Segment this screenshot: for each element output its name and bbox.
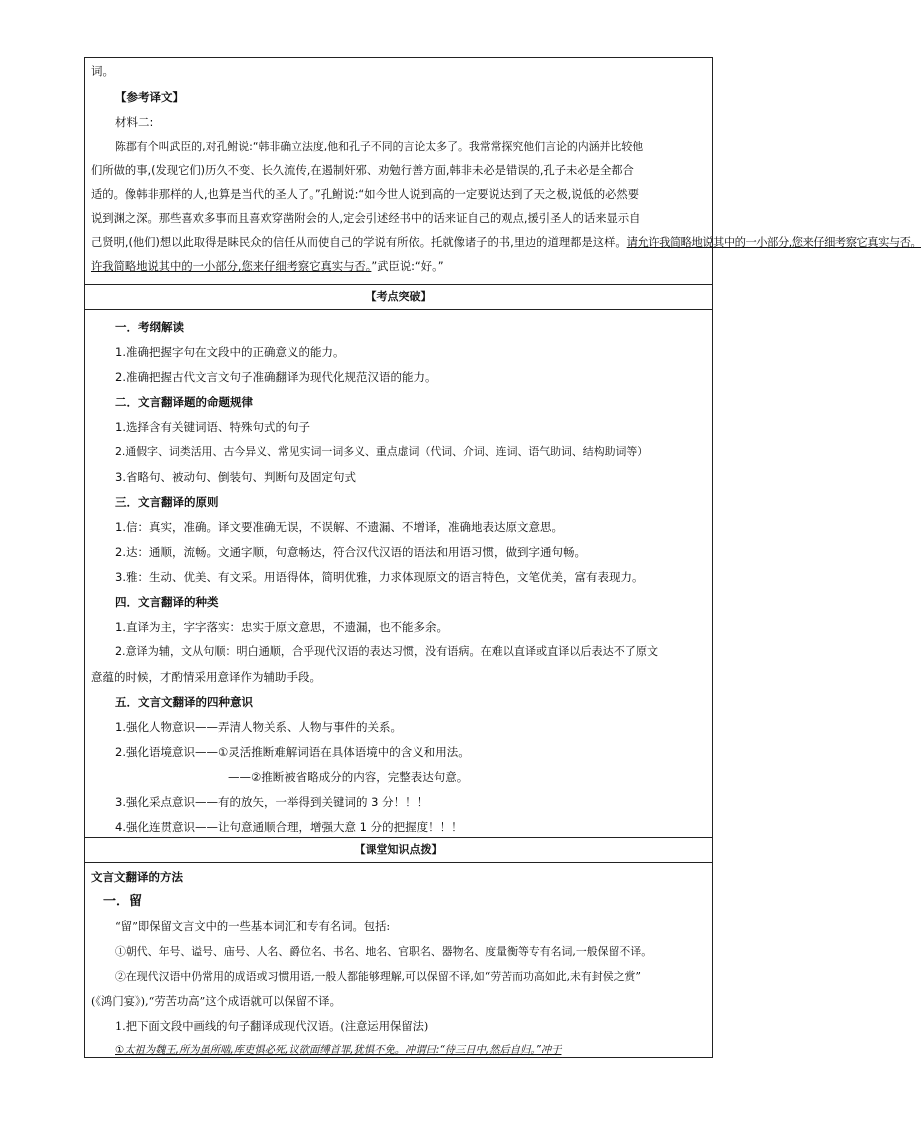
underlined-text: 许我简略地说其中的一小部分,您来仔细考察它真实与否。 (91, 260, 372, 273)
section-heading: 五．文言文翻译的四种意识 (115, 695, 253, 709)
section-heading: 四．文言翻译的种类 (115, 595, 219, 609)
section-heading: 三．文言翻译的原则 (115, 495, 219, 509)
text-line (91, 234, 921, 252)
text-span: ”武臣说:“好。” (371, 260, 444, 273)
text-line: 3.雅：生动、优美、有文采。用语得体，简明优雅，力求体现原文的语言特色，文笔优美，富有表现力。 (115, 570, 644, 584)
knowledge-points-title: 【课堂知识点拨】 (354, 843, 443, 856)
text-line: 意蕴的时候，才酌情采用意译作为辅助手段。 (91, 670, 321, 684)
method-subheading: 一．留 (103, 894, 143, 909)
text-line: 材料二: (115, 115, 154, 129)
underlined-text: 请允许我简略地说其中的一小部分,您来仔细考察它真实与否。 (626, 236, 921, 249)
text-line: 1.直译为主，字字落实：忠实于原文意思，不遗漏，也不能多余。 (115, 620, 448, 634)
section-heading: 二．文言翻译题的命题规律 (115, 395, 253, 409)
exam-points-title: 【考点突破】 (365, 290, 432, 303)
exam-points-header-row (85, 285, 712, 310)
text-line: 1.选择含有关键词语、特殊句式的句子 (115, 420, 310, 434)
text-line: 2.意译为辅，文从句顺：明白通顺，合乎现代汉语的表达习惯，没有语病。在难以直译或直译以后表达不了原文 (115, 645, 659, 658)
text-line: 陈郡有个叫武臣的,对孔鲋说:“韩非确立法度,他和孔子不同的言论太多了。我常常探究他们言论的内涵并比较他 (115, 140, 644, 153)
text-line: 2.达：通顺，流畅。文通字顺，句意畅达，符合汉代汉语的语法和用语习惯，做到字通句畅。 (115, 545, 586, 559)
content-table (84, 57, 921, 1058)
knowledge-points-section (85, 863, 712, 1059)
text-line: 2.强化语境意识——①灵活推断难解词语在具体语境中的含义和用法。 (115, 745, 470, 759)
text-line: (《鸿门宴》),“劳苦功高”这个成语就可以保留不译。 (91, 995, 341, 1008)
text-line: 3.省略句、被动句、倒装句、判断句及固定句式 (115, 470, 356, 484)
text-span: 己贤明,(他们)想以此取得是眛民众的信任从而使自己的学说有所依。托就像诸子的书,里边的道理都是这样。 (91, 236, 627, 249)
text-line: 说到渊之深。那些喜欢多事而且喜欢穿凿附会的人,定会引述经书中的话来证自己的观点,援引圣人的话来显示自 (91, 212, 641, 225)
text-line (91, 258, 444, 276)
text-line: 适的。像韩非那样的人,也算是当代的圣人了。”孔鲋说:“如今世人说到高的一定要说达到了天之极,说低的必然要 (91, 188, 640, 201)
text-line: 2.准确把握古代文言文句子准确翻译为现代化规范汉语的能力。 (115, 370, 437, 384)
section-heading: 一．考纲解读 (115, 320, 184, 334)
text-line: ——②推断被省略成分的内容，完整表达句意。 (228, 770, 469, 784)
text-line: “留”即保留文言文中的一些基本词汇和专有名词。包括: (115, 920, 391, 933)
text-line: 1.准确把握字句在文段中的正确意义的能力。 (115, 345, 345, 359)
exam-points-section (85, 310, 712, 838)
text-line: ②在现代汉语中仍常用的成语或习惯用语,一般人都能够理解,可以保留不译,如“劳苦而功高如此,未有封侯之赏” (115, 970, 641, 983)
text-line: 1.强化人物意识——弄清人物关系、人物与事件的关系。 (115, 720, 402, 734)
text-line: 4.强化连贯意识——让句意通顺合理，增强大意 1 分的把握度！！！ (115, 820, 463, 834)
text-line: 们所做的事,(发现它们)历久不变、长久流传,在遏制奸邪、劝勉行善方面,韩非未必是错误的,孔子未必是全都合 (91, 164, 634, 177)
reference-translation-section (85, 58, 921, 285)
excerpt-line: ①太祖为魏王,所为虽所啮,库吏惧必死,议欲面缚首罪,犹惧不免。冲谓曰:“待三日中,然后自归。”冲于 (115, 1044, 562, 1056)
text-line: 词。 (91, 64, 114, 78)
knowledge-points-header-row (85, 838, 712, 863)
reference-translation-heading: 【参考译文】 (115, 90, 184, 104)
text-line: 2.通假字、词类活用、古今异义、常见实词一词多义、重点虚词（代词、介词、连词、语气助词、结构助词等） (115, 445, 649, 458)
text-line: 1.把下面文段中画线的句子翻译成现代汉语。(注意运用保留法) (115, 1020, 429, 1033)
text-line: 3.强化采点意识——有的放矢，一举得到关键词的 3 分！！！ (115, 795, 429, 809)
text-line: ①朝代、年号、谥号、庙号、人名、爵位名、书名、地名、官职名、器物名、度量衡等专有名词,一般保留不译。 (115, 945, 653, 958)
text-line: 1.信：真实，准确。译文要准确无误，不误解、不遗漏、不增译，准确地表达原文意思。 (115, 520, 563, 534)
method-heading: 文言文翻译的方法 (91, 870, 183, 884)
